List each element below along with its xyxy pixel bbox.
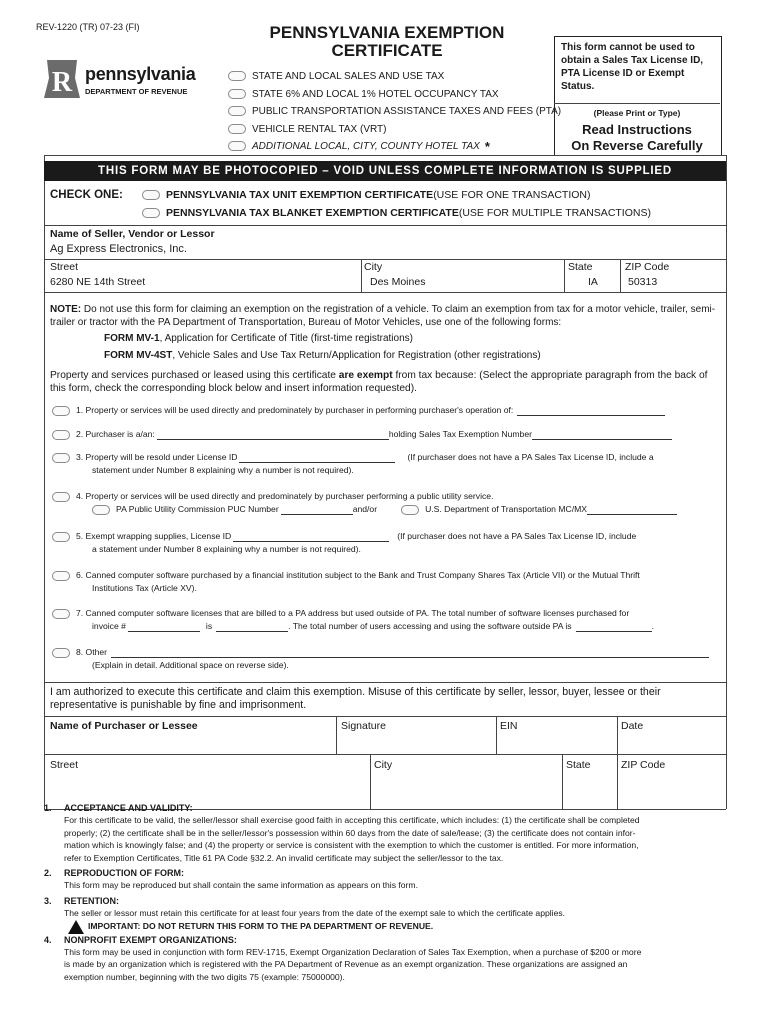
purchaser-type-field[interactable] <box>157 430 389 440</box>
tax-option-pta[interactable]: PUBLIC TRANSPORTATION ASSISTANCE TAXES AND FEES (PTA) <box>228 103 561 119</box>
form-border-top <box>44 155 726 156</box>
purchaser-city-field[interactable] <box>374 775 558 805</box>
divider <box>44 225 726 226</box>
checkbox[interactable] <box>401 505 419 515</box>
seller-city-field[interactable]: Des Moines <box>370 276 426 288</box>
divider <box>620 259 621 292</box>
reason-3[interactable]: 3. Property will be resold under License ID (If purchaser does not have a PA Sales Tax License ID, include a statement under Number 8 explaining why a number is not required). <box>52 451 722 477</box>
instruction-3: 3. RETENTION: The seller or lessor must retain this certificate for at least four years from the date of the exempt sale to which the certificate applies. IMPORTANT: DO NOT RETURN THIS FORM TO THE PA DEPARTMENT OF REVENUE. <box>44 895 728 934</box>
reason-5[interactable]: 5. Exempt wrapping supplies, License ID (If purchaser does not have a PA Sales Tax License ID, include a statement under Number 8 explaining why a number is not required). <box>52 530 722 556</box>
license-count-field[interactable] <box>216 622 288 632</box>
checkbox[interactable] <box>52 571 70 581</box>
divider <box>562 754 563 809</box>
form-mv4st-note: FORM MV-4ST, Vehicle Sales and Use Tax Return/Application for Registration (other registrations) <box>104 350 541 361</box>
checkbox[interactable] <box>52 453 70 463</box>
divider <box>44 716 726 717</box>
seller-city-label: City <box>364 261 383 273</box>
seller-street-label: Street <box>50 261 79 273</box>
user-count-field[interactable] <box>576 622 652 632</box>
exemption-number-field[interactable] <box>532 430 672 440</box>
ein-label: EIN <box>500 720 518 732</box>
form-border-left <box>44 155 45 809</box>
reason-4[interactable]: 4. Property or services will be used directly and predominately by purchaser performing a public utility service. PA Public Utility Commission PUC Number and/or U.S. Department of Transportation MC/MX <box>52 490 722 516</box>
tax-option-sales-use[interactable]: STATE AND LOCAL SALES AND USE TAX <box>228 68 444 84</box>
authorization-statement: I am authorized to execute this certificate and claim this exemption. Misuse of this certificate by seller, lessor, buyer, lessee or their representative is punishable by fine and imprisonment. <box>50 686 661 711</box>
mc-mx-field[interactable] <box>587 505 677 515</box>
purchaser-city-label: City <box>374 759 393 771</box>
purchaser-name-field[interactable] <box>48 734 332 752</box>
divider <box>336 716 337 754</box>
vehicle-note: NOTE: Do not use this form for claiming an exemption on the registration of a vehicle. To claim an exemption from tax for a motor vehicle, trailer, semi-trailer or tractor with the PA Department of Transportation, Bureau of Motor Vehicles, use one of the following forms: <box>50 304 716 328</box>
check-one-label: CHECK ONE: <box>50 189 123 201</box>
other-field[interactable] <box>111 648 709 658</box>
checkbox[interactable] <box>142 208 160 218</box>
purchaser-street-field[interactable] <box>48 775 366 805</box>
purchaser-zip-label: ZIP Code <box>621 759 666 771</box>
reason-1[interactable]: 1. Property or services will be used directly and predominately by purchaser in performing purchaser's operation of: <box>52 404 722 417</box>
print-type-note: (Please Print or Type) <box>593 108 681 118</box>
seller-state-field[interactable]: IA <box>588 276 598 288</box>
date-field[interactable] <box>621 734 722 752</box>
divider <box>370 754 371 809</box>
blanket-exemption-option[interactable]: PENNSYLVANIA TAX BLANKET EXEMPTION CERTIFICATE (USE FOR MULTIPLE TRANSACTIONS) <box>142 206 651 220</box>
seller-street-field[interactable]: 6280 NE 14th Street <box>50 276 146 288</box>
ein-field[interactable] <box>500 734 613 752</box>
logo-wordmark: pennsylvania <box>85 64 196 84</box>
instruction-4: 4. NONPROFIT EXEMPT ORGANIZATIONS: This form may be used in conjunction with form REV-1715, Exempt Organization Declaration of Sales Tax Exemption, when a purchase of $200 or more is made by an organization which is registered with the PA Department of Revenue as an exempt organization. These organizations are assigned an exemption number, beginning with the two digits 75 (example: 75000000). <box>44 934 642 982</box>
divider <box>44 292 726 293</box>
logo-department: DEPARTMENT OF REVENUE <box>85 87 188 96</box>
svg-text:R: R <box>51 67 73 98</box>
wrapping-license-field[interactable] <box>233 532 389 542</box>
divider <box>44 682 726 683</box>
seller-zip-field[interactable]: 50313 <box>628 276 658 288</box>
checkbox[interactable] <box>52 492 70 502</box>
operation-field[interactable] <box>517 406 665 416</box>
checkbox[interactable] <box>52 609 70 619</box>
seller-name-label: Name of Seller, Vendor or Lessor <box>50 228 215 240</box>
divider <box>617 754 618 809</box>
puc-number-field[interactable] <box>281 505 353 515</box>
instructions-section <box>44 802 728 983</box>
photocopy-banner: THIS FORM MAY BE PHOTOCOPIED – VOID UNLESS COMPLETE INFORMATION IS SUPPLIED <box>44 161 726 181</box>
exemption-instructions: Property and services purchased or leased using this certificate are exempt from tax because: (Select the appropriate paragraph from the back of this form, check the corresponding block below and insert information requested). <box>50 370 708 394</box>
unit-exemption-option[interactable]: PENNSYLVANIA TAX UNIT EXEMPTION CERTIFICATE (USE FOR ONE TRANSACTION) <box>142 188 591 202</box>
checkbox[interactable] <box>52 648 70 658</box>
checkbox[interactable] <box>52 406 70 416</box>
seller-state-label: State <box>568 261 593 273</box>
instruction-1: 1. ACCEPTANCE AND VALIDITY: For this certificate to be valid, the seller/lessor shall exercise good faith in accepting this certificate, which includes: (1) the certificate shall be completed properly; (2) the certificate shall be in the seller/lessor's possession within 60 days from the date of sale/lease; (3) the certificate does not contain infor- mation which is knowingly false; and (4) the property or service is consistent with the exemption to which the customer is entitled. For more information, refer to Exemption Certificates, Title 61 PA Code §32.2. An invalid certificate may subject the seller/lessor to the tax. <box>44 803 640 863</box>
checkbox[interactable] <box>228 106 246 116</box>
purchaser-state-label: State <box>566 759 591 771</box>
purchaser-state-field[interactable] <box>566 775 613 805</box>
tax-option-hotel-occupancy[interactable]: STATE 6% AND LOCAL 1% HOTEL OCCUPANCY TAX <box>228 86 499 102</box>
form-border-right <box>726 155 727 809</box>
notice-text: This form cannot be used to obtain a Sales Tax License ID, PTA License ID or Exempt Status. <box>561 42 704 92</box>
divider <box>44 259 726 260</box>
form-number: REV-1220 (TR) 07-23 (FI) <box>36 22 140 32</box>
tax-option-local-hotel[interactable]: ADDITIONAL LOCAL, CITY, COUNTY HOTEL TAX * <box>228 138 490 154</box>
date-label: Date <box>621 720 644 732</box>
resale-license-field[interactable] <box>239 453 395 463</box>
reason-8[interactable]: 8. Other (Explain in detail. Additional space on reverse side). <box>52 646 722 672</box>
signature-label: Signature <box>341 720 386 732</box>
invoice-number-field[interactable] <box>128 622 200 632</box>
warning-icon <box>68 920 84 934</box>
reason-7[interactable]: 7. Canned computer software licenses that are billed to a PA address but used outside of PA. The total number of software licenses purchased for invoice # is . The total number of users accessing and using the software outside PA is . <box>52 607 722 633</box>
seller-zip-label: ZIP Code <box>625 261 670 273</box>
divider <box>617 716 618 754</box>
checkbox[interactable] <box>228 71 246 81</box>
reason-6[interactable]: 6. Canned computer software purchased by a financial institution subject to the Bank and Trust Company Shares Tax (Article VII) or the Mutual Thrift Institutions Tax (Article XV). <box>52 569 722 595</box>
purchaser-name-label: Name of Purchaser or Lessee <box>50 720 198 732</box>
tax-option-vrt[interactable]: VEHICLE RENTAL TAX (VRT) <box>228 121 386 137</box>
checkbox[interactable] <box>142 190 160 200</box>
checkbox[interactable] <box>228 124 246 134</box>
divider <box>44 754 726 755</box>
reason-2[interactable]: 2. Purchaser is a/an: holding Sales Tax Exemption Number <box>52 428 722 441</box>
divider <box>554 103 720 104</box>
checkbox[interactable] <box>92 505 110 515</box>
divider <box>564 259 565 292</box>
seller-name-field[interactable]: Ag Express Electronics, Inc. <box>50 243 187 255</box>
read-instructions: Read Instructions On Reverse Carefully <box>571 122 703 153</box>
signature-field[interactable] <box>340 734 492 752</box>
checkbox[interactable] <box>52 430 70 440</box>
purchaser-zip-field[interactable] <box>621 775 722 805</box>
page-title: PENNSYLVANIA EXEMPTION CERTIFICATE <box>269 23 505 60</box>
checkbox[interactable] <box>228 141 246 151</box>
checkbox[interactable] <box>228 89 246 99</box>
instruction-2: 2. REPRODUCTION OF FORM: This form may be reproduced but shall contain the same information as appears on this form. <box>44 868 418 891</box>
checkbox[interactable] <box>52 532 70 542</box>
keystone-logo-icon <box>44 58 80 100</box>
purchaser-street-label: Street <box>50 759 79 771</box>
form-mv1-note: FORM MV-1, Application for Certificate of Title (first-time registrations) <box>104 333 413 344</box>
divider <box>496 716 497 754</box>
divider <box>361 259 362 292</box>
